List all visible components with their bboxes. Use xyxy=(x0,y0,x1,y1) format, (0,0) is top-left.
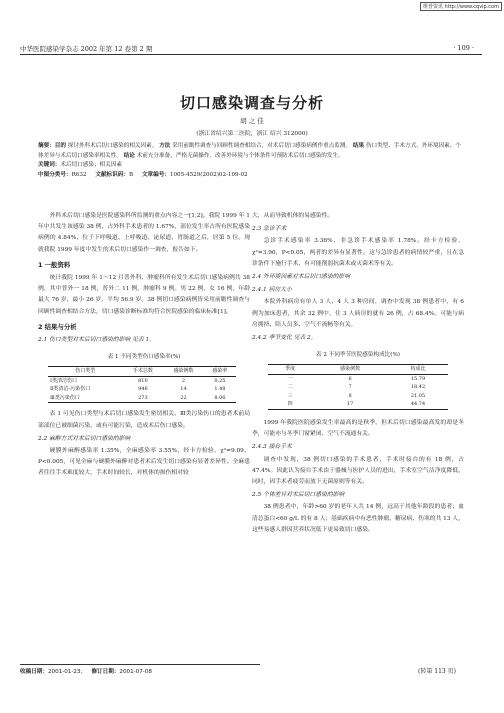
table-cell: 1.48 xyxy=(214,386,226,393)
table-row xyxy=(268,374,448,383)
article-label: 文章编号： xyxy=(141,171,170,178)
revised-label: 修订日期： xyxy=(91,669,120,675)
abstract-body xyxy=(38,142,462,161)
received-dates: 收稿日期：2001-01-23； 修订日期：2001-07-08 xyxy=(20,664,260,675)
table-row xyxy=(48,394,236,403)
subsection-2-3: 2.3 急诊手术 xyxy=(252,226,287,233)
table-1-header: 感染例数 xyxy=(163,367,204,377)
table-cell: 8.06 xyxy=(204,394,236,403)
table-2-discussion: 1999 年我院医院感染发生率最高的是秋季，但术后切口感染最高发的却是冬季，可能亦与冬季门窗紧闭、空气不流通有关。 xyxy=(252,419,464,438)
table-cell: 273 xyxy=(123,394,164,403)
subsection-2-2-text: 硬膜外麻醉感染率 1.35%，全麻感染率 3.55%，经卡方检验，χ²=9.09，P<0.005，可见全麻与硬膜外麻醉对患者术后发生切口感染有显著差异性。全麻患者往往手术难度较大，手术时间较长，对机体的损伤相对较 xyxy=(38,448,250,477)
table-1-caption: 表 1 不同类型伤口感染率(%) xyxy=(107,354,181,361)
table-cell: 三 xyxy=(287,392,293,399)
table-1 xyxy=(48,366,236,403)
subsection-2-4-1-text: 本院外科病房有单人 3 人、4 人 3 种房间，调查中发现 38 例患者中，有 6 例为加床患者，其余 32 例中，住 3 人病房的就有 26 例，占 68.4%。可能与病房拥挤、陪人员多、空气不流畅等有关。 xyxy=(252,299,464,328)
table-row xyxy=(268,392,448,401)
goal-label: 目的 xyxy=(54,143,66,149)
table-cell: 二 xyxy=(287,384,293,391)
journal-name: 中华医院感染学杂志 2002 年第 12 卷第 2 期 xyxy=(20,45,153,53)
method-label: 方法 xyxy=(159,143,171,149)
table-2 xyxy=(268,364,448,410)
author: 胡 之 佳 xyxy=(240,117,264,125)
table-cell: 14 xyxy=(180,386,187,393)
section-1-text: 统计我院 1999 年 1～12 月普外科、肿瘤科所有发生术后切口感染病例共 38 例，其中普外一 18 例，普外二 11 例，肿瘤科 9 例。男 22 例，女 16 例，年龄最大 76 岁，最小 26 岁，平均 56.9 岁。38 例切口感染病例皆采用前瞻性调查与回顾性调查相结合方法，切口感染诊断标准均符合医院感染的临床标准[1]。 xyxy=(38,275,250,315)
abstract-block xyxy=(38,142,462,180)
subsection-2-5-text: 38 例患者中，年龄>60 岁的老年人共 14 例，远高于其他年龄段的患者；血清总蛋白<60 g/L 的有 8 人；基础疾病中有恶性肿瘤、糖尿病、伤寒的共 13 人，这些易感人群因营养状况低下更易致切口感染。 xyxy=(252,504,464,533)
subsection-2-4-3-text: 调查中发现，38 例切口感染的手术患者，手术时接台的有 18 例，占 47.4%。因此认为接台手术由于器械与医护人员的进出，手术室空气洁净度降低，同时，因手术者疲劳而放下无菌原则等有关。 xyxy=(252,456,464,485)
table-cell: 22 xyxy=(163,394,204,403)
subsection-2-2: 2.2 麻醉方式对术后切口感染的影响 xyxy=(38,435,131,442)
left-column xyxy=(38,211,250,480)
clc-value: R632 xyxy=(71,171,87,178)
continued-note: (转第 113 页) xyxy=(418,668,456,675)
result-label: 结果 xyxy=(352,143,365,149)
table-cell: 18.42 xyxy=(410,384,426,391)
running-header xyxy=(20,42,482,55)
table-cell: 21.05 xyxy=(410,392,426,399)
article-value: 1005-4529(2002)02-109-02 xyxy=(169,171,248,178)
table-1-header: 伤口类型 xyxy=(48,367,123,377)
result-text: 伤口类型、手术方式、外环境因素、个体差异与术后切口感染率相关性。 xyxy=(38,143,461,159)
conclusion-label: 结论 xyxy=(123,152,135,159)
method-text: 采用前瞻性调查与回顾性调查相结合，对术后切口感染病例作重点监测。 xyxy=(172,143,352,149)
subsection-2-4: 2.4 外环境因素对术后切口感染的影响 xyxy=(252,274,351,281)
subsection-2-4-2: 2.4.2 季节变化 见表 2。 xyxy=(252,335,317,342)
right-column xyxy=(252,211,464,536)
section-heading-1: 1 一般资料 xyxy=(38,260,71,269)
subsection-2-1: 2.1 伤口类型对术后切口感染的影响 见表 1。 xyxy=(38,337,155,344)
page-number: · 109 · xyxy=(453,44,474,52)
table-cell: 四 xyxy=(268,400,312,409)
classification-line xyxy=(38,171,462,181)
revised-date: 2001-07-08 xyxy=(119,669,152,675)
subsection-2-5: 2.5 个体差异对术后切口感染的影响 xyxy=(252,492,345,499)
table-2-header: 感染例数 xyxy=(312,365,388,375)
subsection-2-4-3: 2.4.3 接台手术 xyxy=(252,444,292,451)
table-cell: 810 xyxy=(138,377,148,384)
table-1-discussion: 表 1 可见伤口类型与术后切口感染发生密切相关。Ⅲ类污染伤口的患者术前局部部位已被细菌污染，或有可能污染，造成术后伤口感染。 xyxy=(38,411,250,429)
subsection-2-3-text: 急诊手术感染率 3.36%，非急诊手术感染率 1.78%。经卡方检验，χ²=3.90，P<0.05，两者的差异有显著性。这与急诊患者的病情较严重，且在急诊条件下施行手术，有可能削弱抗菌术或灭菌术等有关。 xyxy=(252,238,464,267)
continued-text: 大，从而导致机体的易感染性。 xyxy=(252,213,334,219)
table-1-header: 感染率 xyxy=(204,367,236,377)
received-date: 2001-01-23 xyxy=(47,669,81,675)
table-cell: 6 xyxy=(348,375,352,382)
table-cell: Ⅰ类清洁伤口 xyxy=(50,377,77,384)
section-heading-2: 2 结果与分析 xyxy=(38,322,77,331)
table-2-header: 构成比 xyxy=(388,365,448,375)
intro-paragraph: 外科术后切口感染是医院感染科所监测的重点内容之一[1,2]。我院 1999 年 1 年中共发生该感染 38 例，占外科手术患者的 1.67%，部位发生率占所有医院感染病例的 4.84%，位于下呼吸道、上呼吸道、泌尿道、胃肠道之后，居第 5 位。现就我院 1999 年度中发生的术后切口感染作一调查，报告如下。 xyxy=(38,213,250,253)
keywords: 术后切口感染；相关因素 xyxy=(60,162,122,168)
affiliation: (浙江省绍兴第二医院，浙江 绍兴 312000) xyxy=(196,131,308,137)
table-cell: 0.25 xyxy=(214,377,226,384)
doc-label: 文献标识码： xyxy=(95,171,129,178)
clc-label: 中图分类号： xyxy=(38,171,72,178)
table-cell: 8 xyxy=(348,392,352,399)
table-cell: 44.74 xyxy=(388,400,448,409)
table-row xyxy=(268,383,448,392)
table-cell: Ⅲ类污染伤口 xyxy=(48,394,123,403)
paper-title: 切口感染调查与分析 xyxy=(179,94,324,112)
table-2-caption: 表 2 不同季节医院感染构成比(%) xyxy=(316,352,400,359)
doc-value: B xyxy=(128,171,134,178)
table-2-header: 季度 xyxy=(268,365,312,375)
table-cell: 15.79 xyxy=(410,375,426,382)
received-label: 收稿日期： xyxy=(20,669,48,675)
table-row xyxy=(268,400,448,409)
table-1-header: 手术总数 xyxy=(123,367,164,377)
table-cell: 7 xyxy=(348,384,352,391)
abstract-label: 摘要： xyxy=(38,143,55,149)
keywords-label: 关键词： xyxy=(38,162,61,168)
table-cell: 946 xyxy=(138,386,148,393)
table-cell: 一 xyxy=(287,375,293,382)
table-row xyxy=(48,376,236,385)
table-cell: 2 xyxy=(181,377,186,384)
goal-text: 探讨外科术后切口感染的相关因素。 xyxy=(67,143,158,149)
watermark-badge: 维普资讯 http://www.cqvip.com xyxy=(420,2,502,11)
table-cell: 17 xyxy=(312,400,388,409)
table-cell: Ⅱ类清洁-污染伤口 xyxy=(50,386,91,393)
keywords-line xyxy=(38,161,462,171)
table-row xyxy=(48,385,236,394)
conclusion-text: 术前充分准备，严格无菌操作，改善外环境与个体条件可预防术后切口感染的发生。 xyxy=(136,152,344,159)
subsection-2-4-1: 2.4.1 病房大小 xyxy=(252,287,292,294)
